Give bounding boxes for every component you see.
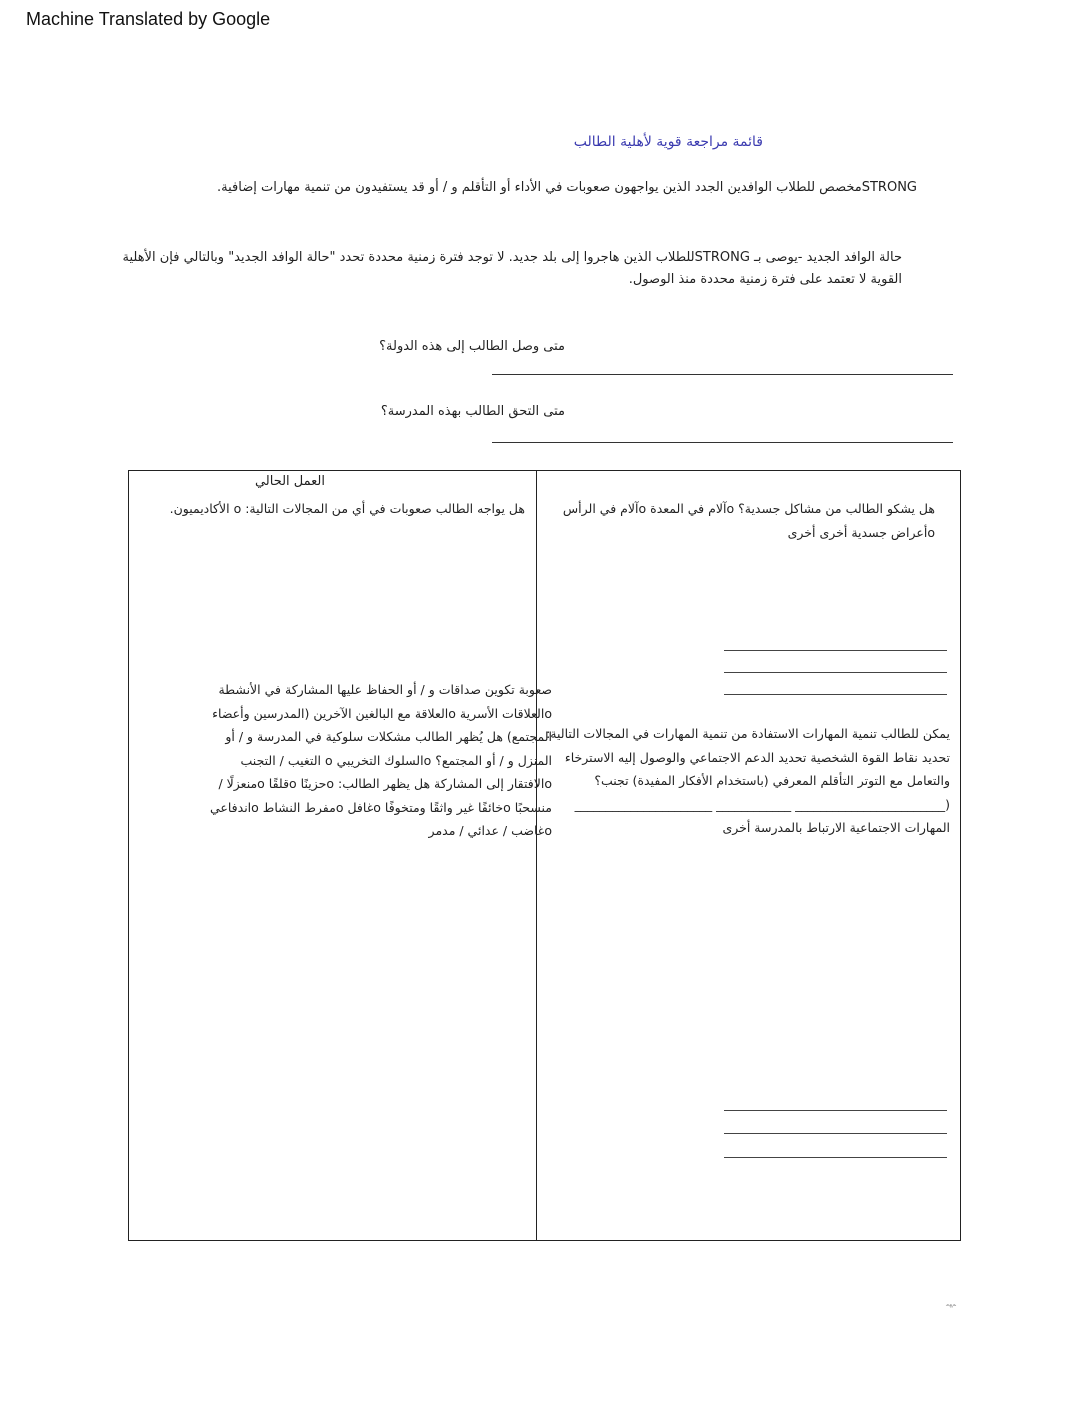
enrollment-answer-line[interactable] (492, 442, 953, 443)
answer-line[interactable] (724, 672, 947, 673)
newcomer-status-paragraph: حالة الوافد الجديد -يوصى بـ STRONGللطلاب الذين هاجروا إلى بلد جديد. لا توجد فترة زمنية محددة تحدد "حالة الوافد الجديد" وبالتالي فإن الأهلية القوية لا تعتمد على فترة زمنية محددة منذ الوصول. (122, 250, 902, 287)
machine-translated-banner: Machine Translated by Google (26, 9, 271, 29)
eligibility-table (128, 470, 961, 1241)
answer-line[interactable] (724, 1110, 947, 1111)
answer-line[interactable] (724, 694, 947, 695)
arrival-question: متى وصل الطالب إلى هذه الدولة؟ (379, 339, 565, 354)
skills-development-checklist: يمكن للطالب تنمية المهارات الاستفادة من تنمية المهارات في المجالات التالية: تحديد نقاط القوة الشخصية تحديد الدعم الاجتماعي والوصول إليه الاسترخاء والتعامل مع التوتر التأقلم المعرفي (باستخدام الأفكار المفيدة) تجنب؟ (________________________ ____________ ______________________ المهارات الاجتماعية الارتباط بالمدرسة أخرى (546, 726, 950, 835)
table-column-divider (536, 470, 537, 1241)
footer-mark: ﻢﻬﻣ (946, 1301, 956, 1308)
academic-difficulties-question: هل يواجه الطالب صعوبات في أي من المجالات التالية: o الأكاديميون. (169, 501, 525, 516)
left-column-header: العمل الحالي (254, 474, 325, 489)
enrollment-question: متى التحق الطالب بهذه المدرسة؟ (380, 404, 565, 419)
physical-complaints-checklist: هل يشكو الطالب من مشاكل جسدية؟ oآلام في المعدة oآلام في الرأس oأعراض جسدية أخرى أخرى (562, 501, 935, 540)
arrival-answer-line[interactable] (492, 374, 953, 375)
document-title: قائمة مراجعة قوية لأهلية الطالب (573, 134, 763, 150)
intro-paragraph: STRONGمخصص للطلاب الوافدين الجدد الذين يواجهون صعوبات في الأداء أو التأقلم و / أو قد يستفيدون من تنمية مهارات إضافية. (217, 180, 917, 195)
answer-line[interactable] (724, 650, 947, 651)
answer-line[interactable] (724, 1157, 947, 1158)
answer-line[interactable] (724, 1133, 947, 1134)
social-behavior-checklist: صعوبة تكوين صداقات و / أو الحفاظ عليها المشاركة في الأنشطة oالعلاقات الأسرية oالعلاقة مع البالغين الآخرين (المدرسين وأعضاء المجتمع) هل يُظهر الطالب مشكلات سلوكية في المدرسة و / أو المنزل و / أو المجتمع؟ oالسلوك التخريبي o التغيب / التجنب oالافتقار إلى المشاركة هل يظهر الطالب: oحزينًا oقلقًا oمنعزلًا / منسحبًا oخائفًا غير واثقًا ومتخوفًا oغافل oمفرط النشاط oاندفاعي oغاضب / عدائي / مدمر (209, 682, 552, 838)
